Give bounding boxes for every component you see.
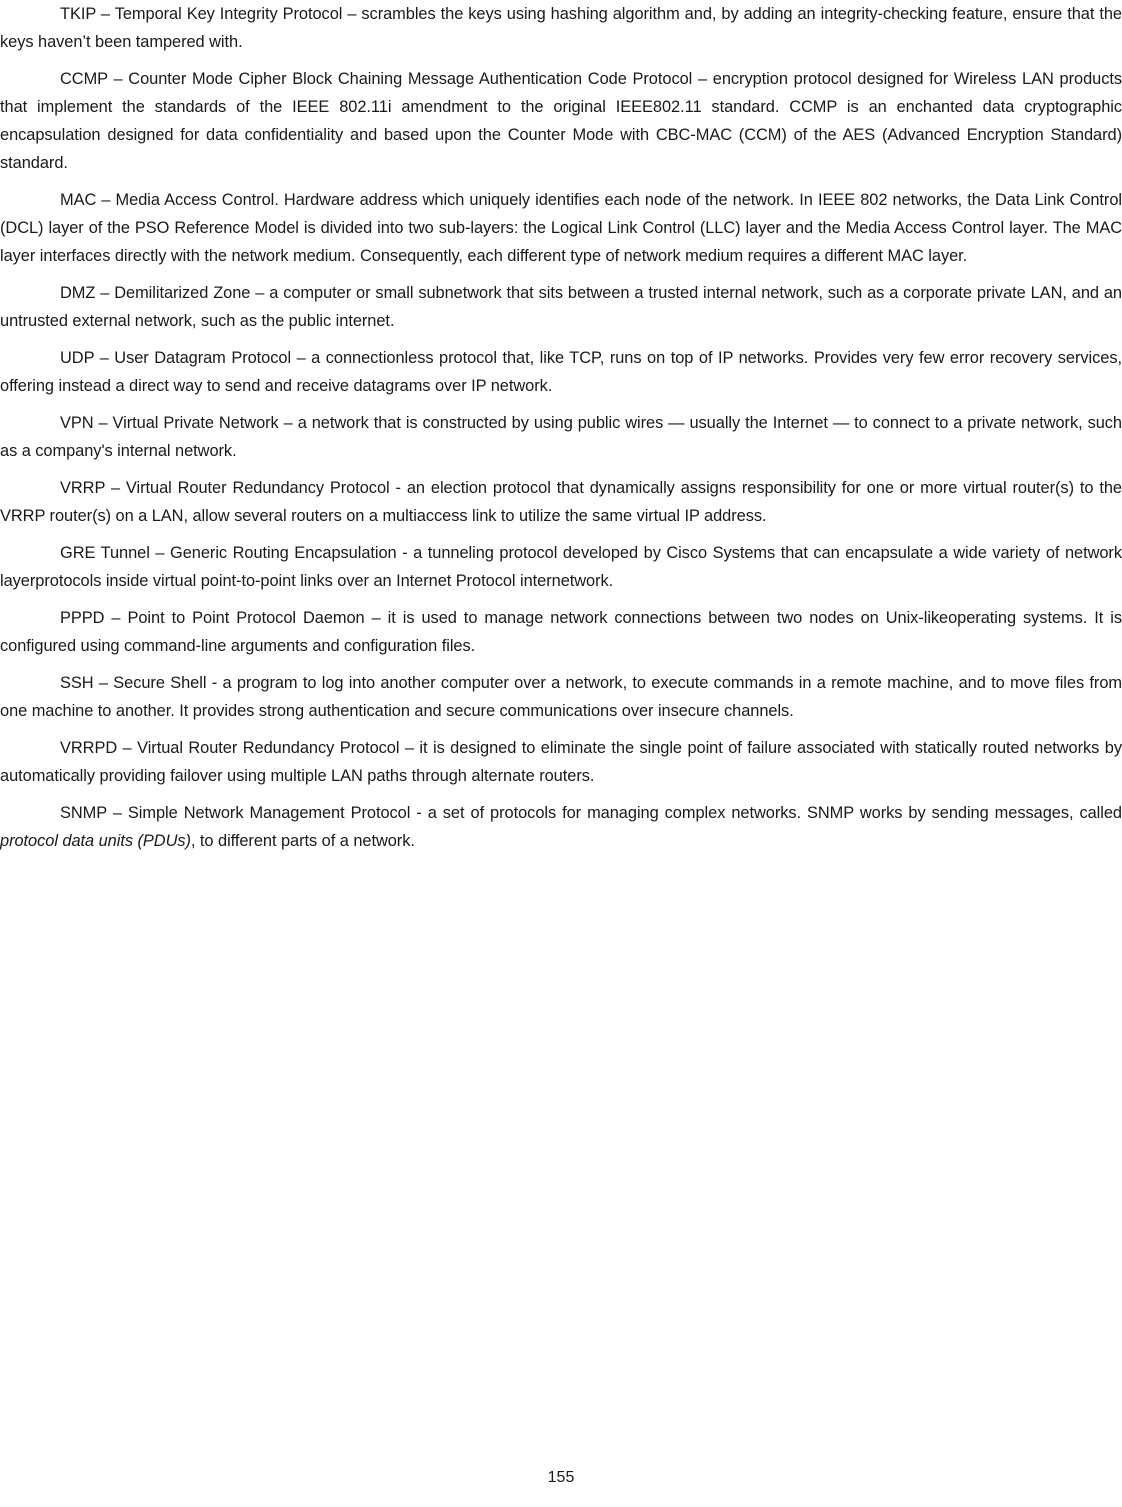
snmp-text-before: SNMP – Simple Network Management Protocol - a set of protocols for managing complex networks. SNMP works by sending messages, called: [60, 804, 1122, 822]
page-number: 155: [547, 1469, 575, 1486]
glossary-entry-pppd: PPPD – Point to Point Protocol Daemon – it is used to manage network connections between two nodes on Unix-likeoperating systems. It is configured using command-line arguments and configuration files.: [0, 609, 1122, 655]
glossary-entry-mac: MAC – Media Access Control. Hardware address which uniquely identifies each node of the network. In IEEE 802 networks, the Data Link Control (DCL) layer of the PSO Reference Model is divided into two sub-layers: the Logical Link Control (LLC) layer and the Media Access Control layer. The MAC layer interfaces directly with the network medium. Consequently, each different type of network medium requires a different MAC layer.: [0, 191, 1122, 265]
glossary-entry-ssh: SSH – Secure Shell - a program to log into another computer over a network, to execute commands in a remote machine, and to move files from one machine to another. It provides strong authentication and secure communications over insecure channels.: [0, 674, 1122, 720]
glossary-entry-dmz: DMZ – Demilitarized Zone – a computer or small subnetwork that sits between a trusted internal network, such as a corporate private LAN, and an untrusted external network, such as the public internet.: [0, 284, 1122, 330]
glossary-entry-vrrp: VRRP – Virtual Router Redundancy Protocol - an election protocol that dynamically assigns responsibility for one or more virtual router(s) to the VRRP router(s) on a LAN, allow several routers on a multiaccess link to utilize the same virtual IP address.: [0, 479, 1122, 525]
snmp-text-after: , to different parts of a network.: [190, 832, 415, 850]
glossary-entry-gre-tunnel: GRE Tunnel – Generic Routing Encapsulation - a tunneling protocol developed by Cisco Systems that can encapsulate a wide variety of network layerprotocols inside virtual point-to-point links over an Internet Protocol internetwork.: [0, 544, 1122, 590]
glossary-entry-udp: UDP – User Datagram Protocol – a connectionless protocol that, like TCP, runs on top of IP networks. Provides very few error recovery services, offering instead a direct way to send and receive datagrams over IP network.: [0, 349, 1122, 395]
glossary-entry-tkip: TKIP – Temporal Key Integrity Protocol – scrambles the keys using hashing algorithm and, by adding an integrity-checking feature, ensure that the keys haven’t been tampered with.: [0, 5, 1122, 51]
glossary-entry-vpn: VPN – Virtual Private Network – a network that is constructed by using public wires — usually the Internet — to connect to a private network, such as a company's internal network.: [0, 414, 1122, 460]
snmp-text-emphasis: protocol data units (PDUs): [0, 832, 191, 850]
glossary-entry-ccmp: CCMP – Counter Mode Cipher Block Chaining Message Authentication Code Protocol – encryption protocol designed for Wireless LAN products that implement the standards of the IEEE 802.11i amendment to the original IEEE802.11 standard. CCMP is an enchanted data cryptographic encapsulation designed for data confidentiality and based upon the Counter Mode with CBC-MAC (CCM) of the AES (Advanced Encryption Standard) standard.: [0, 70, 1122, 172]
glossary-entry-vrrpd: VRRPD – Virtual Router Redundancy Protocol – it is designed to eliminate the single point of failure associated with statically routed networks by automatically providing failover using multiple LAN paths through alternate routers.: [0, 739, 1122, 785]
glossary-entry-snmp: [0, 799, 1122, 855]
